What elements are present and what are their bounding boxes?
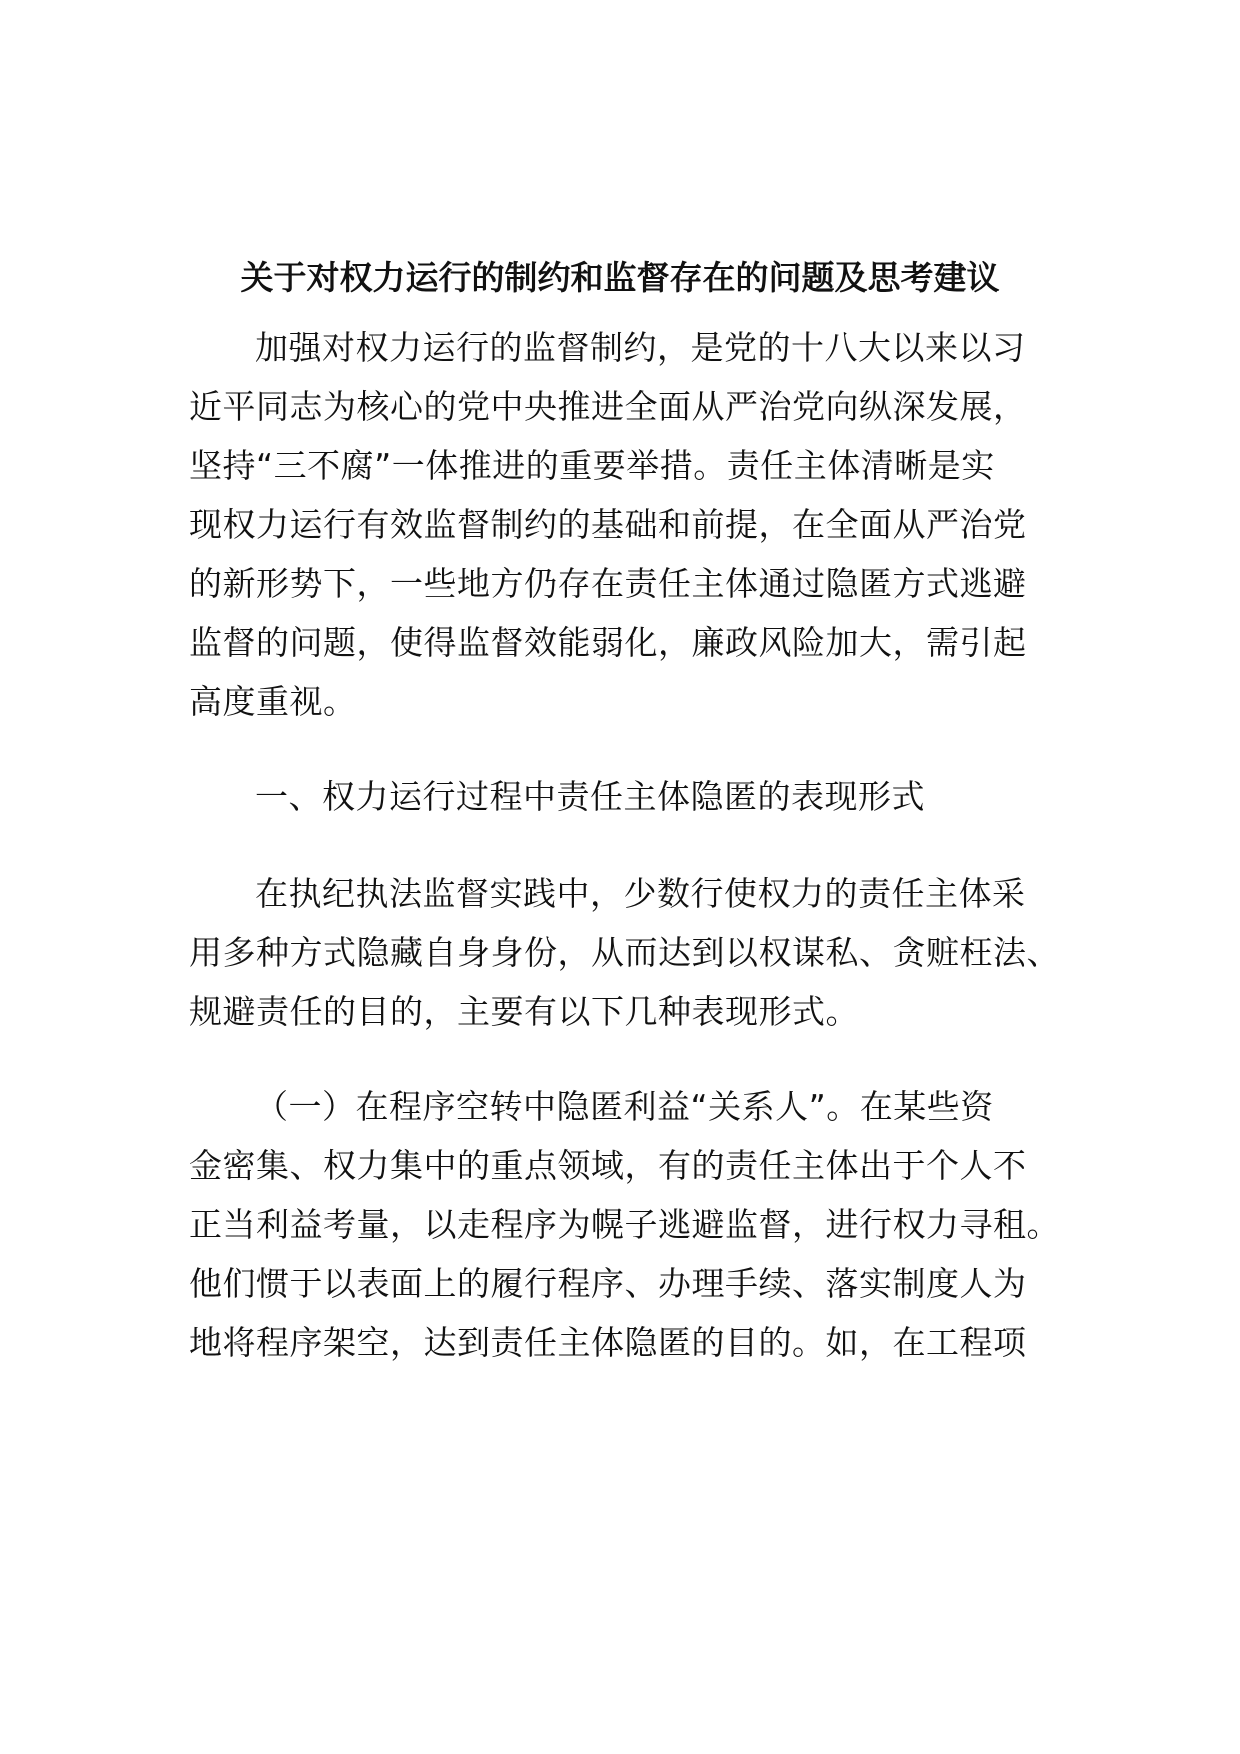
section-heading: 一、权力运行过程中责任主体隐匿的表现形式: [255, 777, 925, 816]
paragraph-1-line: 现权力运行有效监督制约的基础和前提，在全面从严治党: [189, 505, 1027, 544]
document-title: 关于对权力运行的制约和监督存在的问题及思考建议: [240, 258, 1000, 297]
paragraph-3-line: 他们惯于以表面上的履行程序、办理手续、落实制度人为: [189, 1264, 1027, 1303]
paragraph-3-line: 金密集、权力集中的重点领域，有的责任主体出于个人不: [189, 1146, 1027, 1185]
paragraph-3-line: 正当利益考量，以走程序为幌子逃避监督，进行权力寻租。: [189, 1205, 1060, 1244]
paragraph-1-line: 近平同志为核心的党中央推进全面从严治党向纵深发展，: [189, 387, 1027, 426]
paragraph-1-line: 高度重视。: [189, 682, 357, 721]
paragraph-1-line: 的新形势下，一些地方仍存在责任主体通过隐匿方式逃避: [189, 564, 1027, 603]
paragraph-2-line: 规避责任的目的，主要有以下几种表现形式。: [189, 992, 859, 1031]
paragraph-1-line: 加强对权力运行的监督制约，是党的十八大以来以习: [255, 328, 1026, 367]
paragraph-1-line: 坚持“三不腐”一体推进的重要举措。责任主体清晰是实: [189, 446, 995, 485]
paragraph-3-line: 地将程序架空，达到责任主体隐匿的目的。如，在工程项: [189, 1323, 1027, 1362]
paragraph-2-line: 用多种方式隐藏自身身份，从而达到以权谋私、贪赃枉法、: [189, 933, 1060, 972]
paragraph-3-line: （一）在程序空转中隐匿利益“关系人”。在某些资: [255, 1087, 994, 1126]
paragraph-1-line: 监督的问题，使得监督效能弱化，廉政风险加大，需引起: [189, 623, 1027, 662]
paragraph-2-line: 在执纪执法监督实践中，少数行使权力的责任主体采: [255, 874, 1026, 913]
